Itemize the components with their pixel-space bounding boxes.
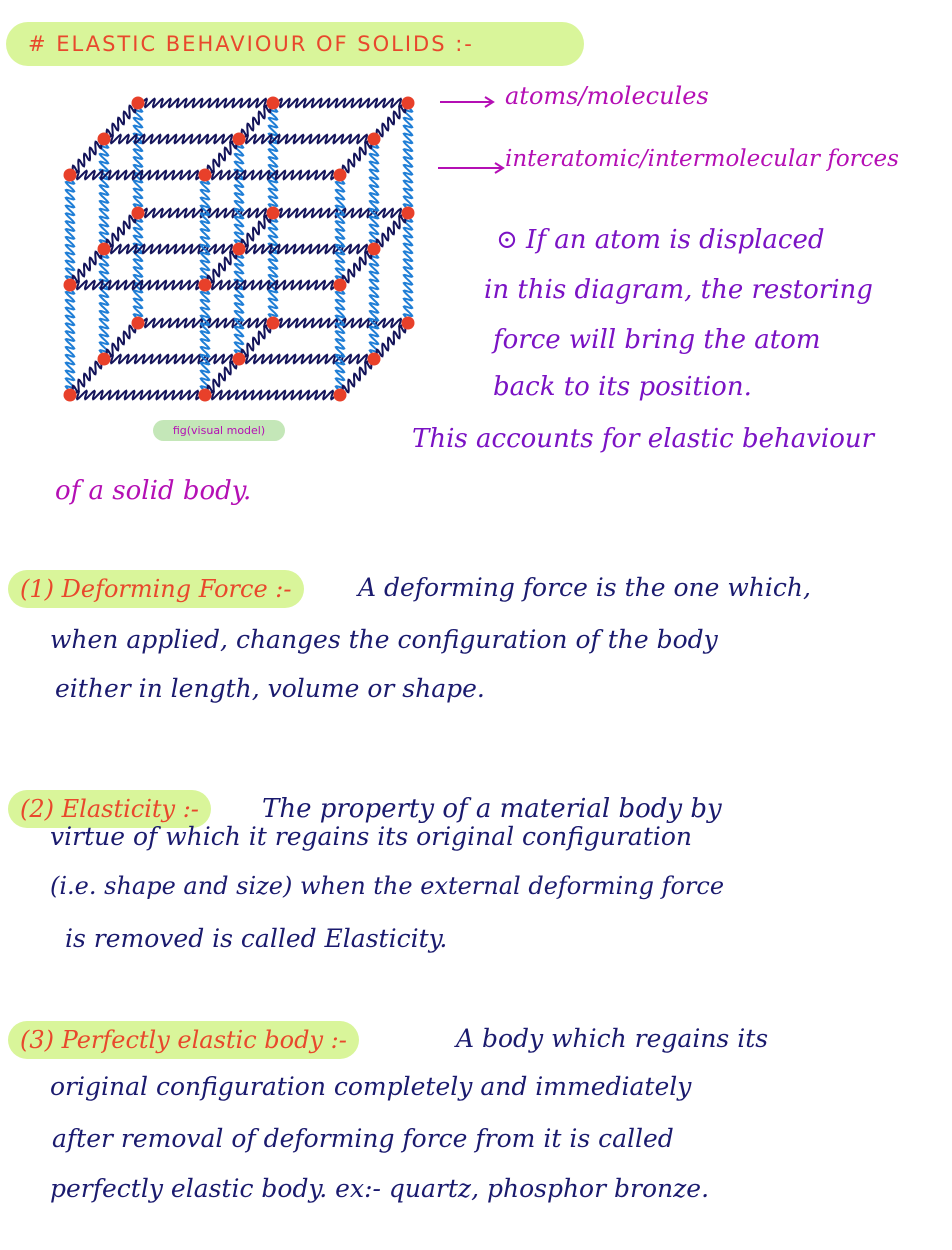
definition-line: The property of a material body by	[262, 794, 722, 824]
spring	[100, 138, 108, 250]
definition-line: is removed is called Elasticity.	[65, 924, 448, 953]
spring	[134, 212, 142, 324]
label-forces: interatomic/intermolecular forces	[505, 146, 899, 172]
note-line: back to its position.	[493, 372, 752, 402]
atom	[233, 353, 246, 366]
atom	[64, 169, 77, 182]
spring	[66, 284, 74, 396]
atom	[132, 317, 145, 330]
lattice-figure	[0, 80, 440, 420]
atom	[334, 389, 347, 402]
definition-line: A body which regains its	[456, 1024, 769, 1053]
atom	[334, 169, 347, 182]
definition-line: after removal of deforming force from it is called	[52, 1124, 674, 1153]
spring	[66, 174, 74, 286]
atom	[64, 389, 77, 402]
spring	[272, 99, 409, 107]
atom	[402, 207, 415, 220]
spring	[204, 391, 341, 399]
spring	[238, 135, 375, 143]
atom	[199, 389, 212, 402]
label-atoms: atoms/molecules	[505, 82, 709, 110]
spring	[103, 245, 240, 253]
definition-line: original configuration completely and immediately	[50, 1072, 692, 1101]
atom	[368, 243, 381, 256]
definition-line: A deforming force is the one which,	[358, 573, 811, 602]
definition-line: virtue of which it regains its original configuration	[50, 822, 693, 851]
definition-line: when applied, changes the configuration of the body	[50, 625, 718, 654]
term-deforming-force: (1) Deforming Force :-	[8, 570, 304, 608]
atom	[199, 279, 212, 292]
atom	[402, 317, 415, 330]
spring	[370, 138, 378, 250]
spring	[404, 212, 412, 324]
term-perfectly-elastic-body: (3) Perfectly elastic body :-	[8, 1021, 359, 1059]
spring	[336, 284, 344, 396]
spring	[269, 212, 277, 324]
figure-caption: fig(visual model)	[153, 420, 285, 441]
spring	[336, 174, 344, 286]
atom	[402, 97, 415, 110]
atom	[334, 279, 347, 292]
atom	[267, 317, 280, 330]
spring	[69, 391, 206, 399]
atom	[233, 133, 246, 146]
atom	[98, 243, 111, 256]
atom	[368, 133, 381, 146]
spring	[235, 248, 243, 360]
spring	[103, 355, 240, 363]
definition-line: perfectly elastic body. ex:- quartz, phosphor bronze.	[50, 1174, 710, 1203]
definition-line: either in length, volume or shape.	[55, 674, 485, 703]
term-elasticity: (2) Elasticity :-	[8, 790, 211, 828]
spring	[100, 248, 108, 360]
spring	[404, 102, 412, 214]
atom	[368, 353, 381, 366]
note-line: of a solid body.	[55, 476, 252, 506]
label-arrows	[430, 88, 510, 188]
atom	[64, 279, 77, 292]
spring	[201, 284, 209, 396]
spring	[235, 138, 243, 250]
atom	[233, 243, 246, 256]
spring	[103, 135, 240, 143]
note-line: ⊙ If an atom is displaced	[496, 225, 825, 255]
atom	[267, 97, 280, 110]
note-line: in this diagram, the restoring	[484, 275, 873, 305]
atom	[199, 169, 212, 182]
atom	[98, 353, 111, 366]
spring	[137, 99, 274, 107]
atom	[132, 97, 145, 110]
atom	[132, 207, 145, 220]
spring	[134, 102, 142, 214]
page-title: # ELASTIC BEHAVIOUR OF SOLIDS :-	[6, 22, 584, 66]
note-line: This accounts for elastic behaviour	[412, 424, 875, 454]
spring	[238, 245, 375, 253]
spring	[201, 174, 209, 286]
spring	[370, 248, 378, 360]
atom	[98, 133, 111, 146]
definition-line: (i.e. shape and size) when the external deforming force	[50, 872, 725, 900]
note-line: force will bring the atom	[493, 325, 821, 355]
spring	[238, 355, 375, 363]
spring	[269, 102, 277, 214]
atom	[267, 207, 280, 220]
